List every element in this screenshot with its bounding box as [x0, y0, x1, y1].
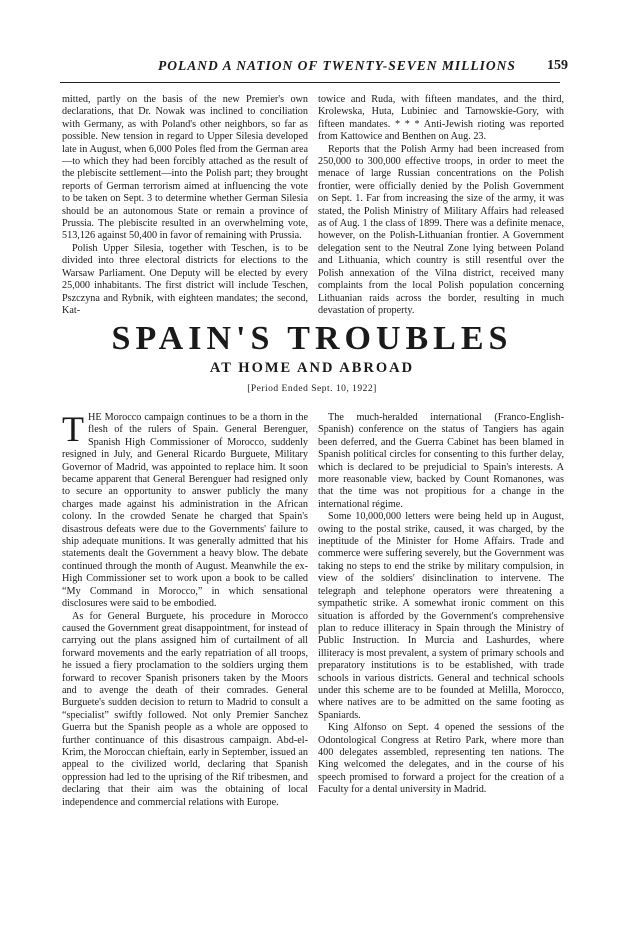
article-subheadline: AT HOME AND ABROAD [209, 360, 415, 376]
paragraph: Some 10,000,000 letters were being held up in August, owing to the postal strike, caused, it was charged, by the ineptitude of the Minister for Home Affairs. Trade and commerce were suffering severely, but the Government was taking no steps to end the strike by military compulsion, in view of the soldiers' disinclination to intervene. The telegraph and telephone operators were threatening a sympathetic strike. A somewhat ironic comment on this situation is afforded by the Government's comprehensive plan to reduce illiteracy in Spain through the Ministry of Public Instruction. In Murcia and Lashurdes, where illiteracy is most prevalent, a system of primary schools and preparatory institutions is to be established, with trade schools in various districts. General and technical schools under this scheme are to be founded at Melilla, Morocco, where natives are to be admitted on the same footing as Spaniards. [318, 511, 564, 721]
article-headline: SPAIN'S TROUBLES [111, 320, 513, 357]
paragraph: King Alfonso on Sept. 4 opened the sessions of the Odontological Congress at Retiro Park, where more than 400 delegates assembled, representing ten nations. The King welcomed the delegates, and in the course of his speech promised to forward a project for the creation of a Faculty for a dental university in Madrid. [318, 722, 564, 796]
lead-paragraph [62, 409, 308, 611]
article-right-column [318, 412, 564, 797]
running-head [60, 58, 568, 83]
paragraph: As for General Burguete, his procedure in Morocco caused the Government great disappointment, for instead of carrying out the plans assigned him of curtailment of all forward movements and the early repatriation of all troops, he issued a fiery proclamation to the soldiers urging them forward to recover Spanish prisoners taken by the Moors and to avenge the death of their comrades. General Burguete's sudden decision to return to Madrid to consult a “specialist” swiftly followed. Not only Premier Sanchez Guerra but the Spanish people as a whole are opposed to further continuance of this disastrous campaign. Abd-el-Krim, the Moroccan chieftain, early in September, issued an appeal to the civilized world, declaring that Spanish oppression had led to the uprising of the Rif tribesmen, and declaring that their aim was the obtaining of local independence and commercial relations with Europe. [62, 610, 308, 808]
top-right-column [318, 94, 564, 317]
article-left-column [62, 409, 308, 809]
paragraph: Reports that the Polish Army had been increased from 250,000 to 300,000 effective troops, in order to meet the menace of large Russian concentrations on the Polish frontier, were officially denied by the Polish Government on Sept. 1. Far from increasing the size of the army, it was stated, the Polish Ministry of Military Affairs had released as of Aug. 1 the class of 1899. There was a definite menace, however, on the Polish-Lithuanian frontier. A Government delegation sent to the Neutral Zone lying between Poland and Lithuania, which country is still resentful over the Polish annexation of the Vilna district, received many complaints from the local Polish population concerning Lithuanian raids across the border, resulting in much devastation of property. [318, 143, 564, 316]
paragraph: The much-heralded international (Franco-English-Spanish) conference on the status of Tangiers has again been deferred, and the Guerra Cabinet has been blamed in Spanish political circles for consenting to this further delay, which is declared to be prejudicial to Spain's interests. A more reasonable view, backed by Count Romanones, was that the time was not propitious for a change in the international régime. [318, 412, 564, 510]
article-period-line: [Period Ended Sept. 10, 1922] [247, 384, 377, 394]
top-left-column [62, 94, 308, 317]
drop-cap: T [62, 409, 84, 449]
paragraph: Polish Upper Silesia, together with Teschen, is to be divided into three electoral districts for elections to the Warsaw Parliament. One Deputy will be elected by every 25,000 inhabitants. The first district will include Teschen, Pszczyna and Rybnik, with eighteen mandates; the second, Kat- [62, 242, 308, 316]
lead-paragraph-text: HE Morocco campaign continues to be a thorn in the flesh of the rulers of Spain. General Berenguer, Spanish High Commissioner of Morocco, suddenly resigned in July, and General Ricardo Burguete, Military Governor of Madrid, was appointed to replace him. It soon became apparent that General Berenguer had resigned only to secure an opportunity to answer publicly the many charges made against his administration in the African colony. In the crowded Senate he charged that Spain's disastrous defeats were due to the Governments' failure to ship adequate munitions. It was generally admitted that his statements dealt the Government a heavy blow. The debate continued through the month of August. Meanwhile the ex-High Commissioner set to work upon a book to be called “My Command in Morocco,” in which sensational disclosures were said to be embodied. [62, 412, 308, 610]
page-number: 159 [547, 58, 568, 73]
paragraph: mitted, partly on the basis of the new Premier's own declarations, that Dr. Nowak was inclined to conciliation with Germany, as with Poland's other neighbors, so far as possible. New tension in regard to Upper Silesia developed late in August, when 6,000 Poles fled from the German area—to which they had been forcibly attached as the result of the plebiscite settlement—into the Polish part; they brought reports of German terrorism aimed at influencing the vote to be taken on Sept. 3 to determine whether German Silesia should be an autonomous State or remain a province of Prussia. The plebiscite resulted in an overwhelming vote, 513,126 against 50,400 in favor of remaining with Prussia. [62, 94, 308, 242]
paragraph: towice and Ruda, with fifteen mandates, and the third, Krolewska, Huta, Lubiniec and Tarnowskie-Gory, with fifteen mandates. * * * Anti-Jewish rioting was reported from Kattowice and Benthen on Aug. 23. [318, 94, 564, 143]
running-title: POLAND A NATION OF TWENTY-SEVEN MILLIONS [158, 58, 516, 73]
